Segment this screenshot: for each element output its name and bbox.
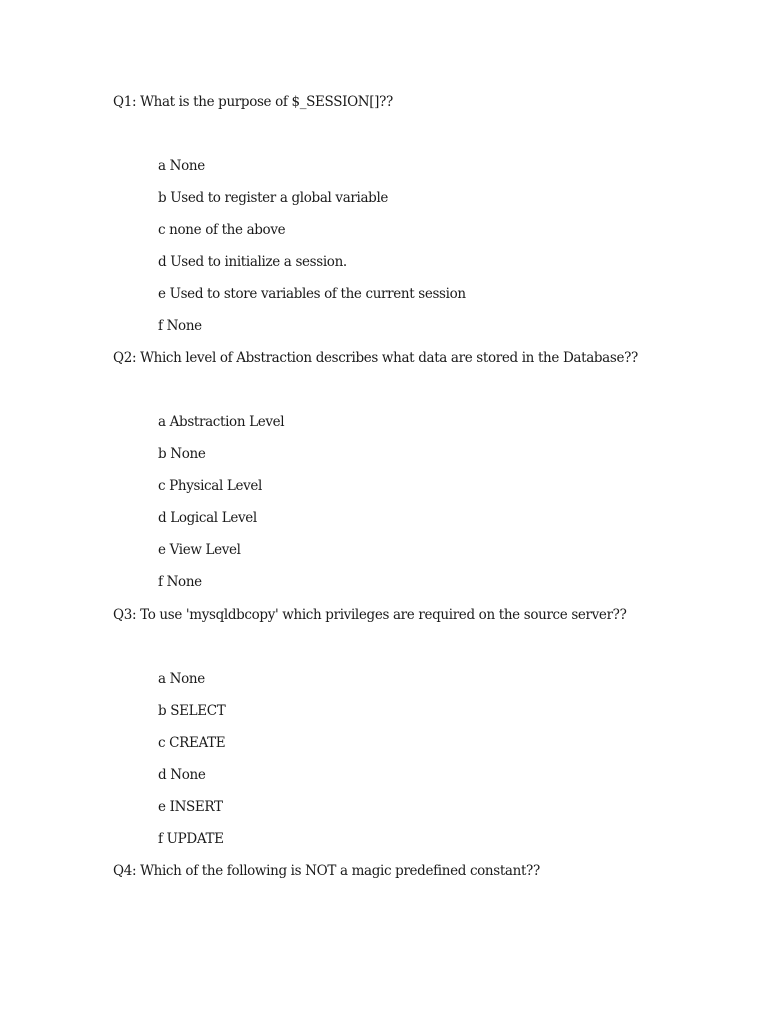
question-1-option-c: c none of the above [158,222,286,238]
question-3-option-b: b SELECT [158,703,226,719]
question-3-option-a: a None [158,671,205,687]
question-1: Q1: What is the purpose of $_SESSION[]?? [113,94,393,110]
question-1-option-d: d Used to initialize a session. [158,254,347,270]
question-3-option-d: d None [158,767,206,783]
question-1-option-a: a None [158,158,205,174]
question-1-option-b: b Used to register a global variable [158,190,389,206]
question-2-option-f: f None [158,574,202,590]
question-2-option-d: d Logical Level [158,510,257,526]
question-1-option-f: f None [158,318,202,334]
question-2-option-b: b None [158,446,206,462]
question-3-option-f: f UPDATE [158,831,224,847]
question-2-option-e: e View Level [158,542,241,558]
question-3: Q3: To use 'mysqldbcopy' which privileges are required on the source server?? [113,607,627,623]
question-4: Q4: Which of the following is NOT a magic predefined constant?? [113,863,540,879]
question-2-option-a: a Abstraction Level [158,414,285,430]
question-3-option-e: e INSERT [158,799,223,815]
question-1-option-e: e Used to store variables of the current session [158,286,466,302]
question-2: Q2: Which level of Abstraction describes what data are stored in the Database?? [113,350,638,366]
question-3-option-c: c CREATE [158,735,226,751]
question-2-option-c: c Physical Level [158,478,263,494]
